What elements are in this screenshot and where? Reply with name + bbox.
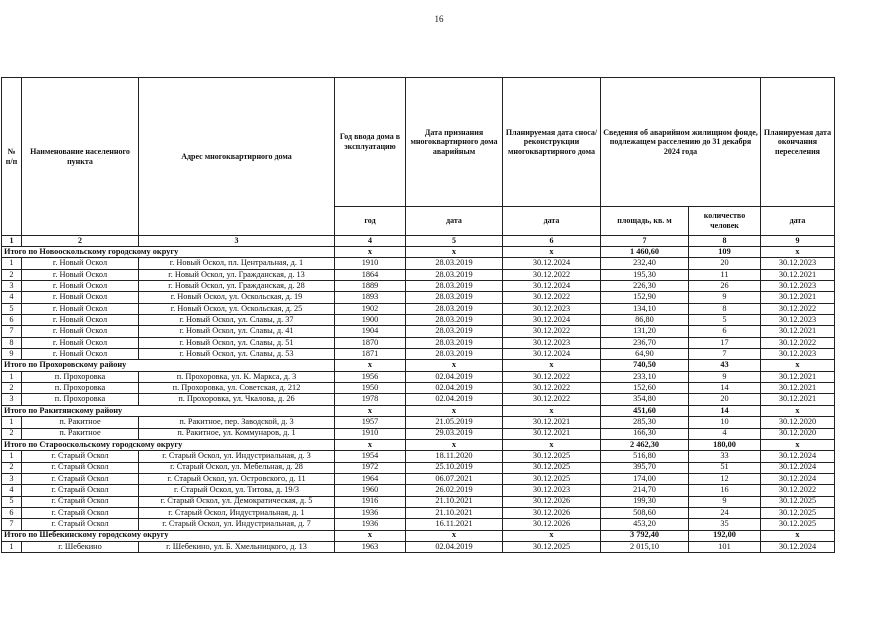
- subtotal-area: 3 792,40: [601, 530, 689, 541]
- subtotal-area: 2 462,30: [601, 439, 689, 450]
- subtotal-planned-demolition: x: [503, 405, 601, 416]
- area: 64,90: [601, 349, 689, 360]
- recognition-date: 28.03.2019: [406, 258, 503, 269]
- address: г. Новый Оскол, ул. Оскольская, д. 25: [139, 303, 335, 314]
- subtotal-row: [2, 360, 835, 371]
- planned-end-date: 30.12.2024: [761, 541, 835, 552]
- table-row: [2, 473, 835, 484]
- subtotal-year: x: [335, 405, 406, 416]
- subtotal-row: [2, 530, 835, 541]
- header-emergency-info: Сведения об аварийном жилищном фонде, подлежащем расселению до 31 декабря 2024 года: [601, 78, 761, 207]
- planned-end-date: 30.12.2024: [761, 462, 835, 473]
- address: г. Новый Оскол, ул. Славы, д. 41: [139, 326, 335, 337]
- row-number: 1: [2, 451, 22, 462]
- year-built: 1936: [335, 507, 406, 518]
- subtotal-year: x: [335, 247, 406, 258]
- subtotal-label: Итого по Прохоровскому району: [2, 360, 335, 371]
- planned-end-date: 30.12.2022: [761, 303, 835, 314]
- table-row: [2, 462, 835, 473]
- row-number: 2: [2, 462, 22, 473]
- header-planned-demolition: Планируемая дата сноса/ реконструкции многоквартирного дома: [503, 78, 601, 207]
- area: 86,80: [601, 315, 689, 326]
- planned-demolition-date: 30.12.2025: [503, 541, 601, 552]
- planned-end-date: 30.12.2023: [761, 349, 835, 360]
- subtotal-year: x: [335, 530, 406, 541]
- locality: г. Старый Оскол: [22, 462, 139, 473]
- column-number-row: [2, 236, 835, 247]
- area: 508,60: [601, 507, 689, 518]
- table-row: [2, 349, 835, 360]
- row-number: 9: [2, 349, 22, 360]
- planned-demolition-date: 30.12.2022: [503, 269, 601, 280]
- planned-end-date: 30.12.2021: [761, 292, 835, 303]
- year-built: 1972: [335, 462, 406, 473]
- column-number: 3: [139, 236, 335, 247]
- planned-demolition-date: 30.12.2024: [503, 258, 601, 269]
- planned-end-date: 30.12.2023: [761, 281, 835, 292]
- planned-demolition-date: 30.12.2023: [503, 485, 601, 496]
- locality: п. Прохоровка: [22, 371, 139, 382]
- table-row: [2, 269, 835, 280]
- area: 152,60: [601, 383, 689, 394]
- planned-end-date: 30.12.2021: [761, 269, 835, 280]
- row-number: 1: [2, 258, 22, 269]
- locality: г. Новый Оскол: [22, 326, 139, 337]
- planned-end-date: 30.12.2021: [761, 371, 835, 382]
- people-count: 12: [689, 473, 761, 484]
- planned-demolition-date: 30.12.2026: [503, 519, 601, 530]
- locality: г. Новый Оскол: [22, 281, 139, 292]
- planned-end-date: 30.12.2025: [761, 496, 835, 507]
- subtotal-people: 14: [689, 405, 761, 416]
- year-built: 1954: [335, 451, 406, 462]
- subtotal-planned-end: x: [761, 247, 835, 258]
- year-built: 1910: [335, 428, 406, 439]
- recognition-date: 21.10.2021: [406, 507, 503, 518]
- subtotal-year: x: [335, 439, 406, 450]
- area: 453,20: [601, 519, 689, 530]
- address: г. Старый Оскол, ул. Титова, д. 19/3: [139, 485, 335, 496]
- subtotal-row: [2, 405, 835, 416]
- recognition-date: 21.05.2019: [406, 417, 503, 428]
- recognition-date: 28.03.2019: [406, 337, 503, 348]
- address: г. Новый Оскол, ул. Гражданская, д. 28: [139, 281, 335, 292]
- row-number: 2: [2, 428, 22, 439]
- planned-demolition-date: 30.12.2022: [503, 383, 601, 394]
- table-row: [2, 383, 835, 394]
- column-number: 9: [761, 236, 835, 247]
- year-built: 1960: [335, 485, 406, 496]
- address: г. Новый Оскол, пл. Центральная, д. 1: [139, 258, 335, 269]
- address: г. Новый Оскол, ул. Славы, д. 51: [139, 337, 335, 348]
- address: г. Старый Оскол, ул. Индустриальная, д. 3: [139, 451, 335, 462]
- locality: г. Новый Оскол: [22, 315, 139, 326]
- recognition-date: 28.03.2019: [406, 326, 503, 337]
- address: п. Прохоровка, ул. Чкалова, д. 26: [139, 394, 335, 405]
- recognition-date: 02.04.2019: [406, 541, 503, 552]
- subtotal-area: 451,60: [601, 405, 689, 416]
- year-built: 1957: [335, 417, 406, 428]
- planned-demolition-date: 30.12.2021: [503, 428, 601, 439]
- table-row: [2, 451, 835, 462]
- header-recognition-date: Дата признания многоквартирного дома аварийным: [406, 78, 503, 207]
- subtotal-planned-end: x: [761, 360, 835, 371]
- subtotal-planned-demolition: x: [503, 530, 601, 541]
- address: г. Новый Оскол, ул. Славы, д. 53: [139, 349, 335, 360]
- planned-end-date: 30.12.2020: [761, 417, 835, 428]
- row-number: 5: [2, 496, 22, 507]
- row-number: 5: [2, 303, 22, 314]
- people-count: 5: [689, 315, 761, 326]
- unit-area: площадь, кв. м: [601, 207, 689, 236]
- subtotal-planned-demolition: x: [503, 360, 601, 371]
- locality: г. Старый Оскол: [22, 507, 139, 518]
- locality: г. Старый Оскол: [22, 519, 139, 530]
- subtotal-people: 192,00: [689, 530, 761, 541]
- people-count: 9: [689, 496, 761, 507]
- people-count: 33: [689, 451, 761, 462]
- table-row: [2, 337, 835, 348]
- recognition-date: 26.02.2019: [406, 485, 503, 496]
- year-built: 1964: [335, 473, 406, 484]
- subtotal-area: 1 460,60: [601, 247, 689, 258]
- area: 233,10: [601, 371, 689, 382]
- locality: г. Старый Оскол: [22, 451, 139, 462]
- subtotal-year: x: [335, 360, 406, 371]
- planned-end-date: 30.12.2023: [761, 258, 835, 269]
- people-count: 6: [689, 326, 761, 337]
- people-count: 16: [689, 485, 761, 496]
- row-number: 2: [2, 269, 22, 280]
- unit-date: дата: [406, 207, 503, 236]
- planned-demolition-date: 30.12.2025: [503, 451, 601, 462]
- year-built: 1978: [335, 394, 406, 405]
- row-number: 1: [2, 417, 22, 428]
- locality: г. Новый Оскол: [22, 292, 139, 303]
- planned-demolition-date: 30.12.2024: [503, 281, 601, 292]
- year-built: 1900: [335, 315, 406, 326]
- planned-end-date: 30.12.2022: [761, 485, 835, 496]
- recognition-date: 28.03.2019: [406, 281, 503, 292]
- locality: г. Новый Оскол: [22, 337, 139, 348]
- locality: п. Прохоровка: [22, 394, 139, 405]
- column-number: 8: [689, 236, 761, 247]
- planned-demolition-date: 30.12.2023: [503, 303, 601, 314]
- recognition-date: 18.11.2020: [406, 451, 503, 462]
- year-built: 1864: [335, 269, 406, 280]
- table-row: [2, 371, 835, 382]
- area: 232,40: [601, 258, 689, 269]
- planned-demolition-date: 30.12.2023: [503, 337, 601, 348]
- locality: г. Старый Оскол: [22, 473, 139, 484]
- recognition-date: 02.04.2019: [406, 383, 503, 394]
- locality: г. Новый Оскол: [22, 258, 139, 269]
- subtotal-label: Итого по Ракитянскому району: [2, 405, 335, 416]
- address: г. Новый Оскол, ул. Гражданская, д. 13: [139, 269, 335, 280]
- people-count: 20: [689, 394, 761, 405]
- area: 195,30: [601, 269, 689, 280]
- subtotal-planned-end: x: [761, 405, 835, 416]
- column-number: 4: [335, 236, 406, 247]
- table-row: [2, 496, 835, 507]
- table-row: [2, 292, 835, 303]
- column-number: 7: [601, 236, 689, 247]
- unit-date: дата: [761, 207, 835, 236]
- subtotal-people: 109: [689, 247, 761, 258]
- planned-end-date: 30.12.2024: [761, 473, 835, 484]
- subtotal-planned-end: x: [761, 439, 835, 450]
- table-row: [2, 326, 835, 337]
- area: 174,00: [601, 473, 689, 484]
- row-number: 8: [2, 337, 22, 348]
- people-count: 20: [689, 258, 761, 269]
- subtotal-label: Итого по Новооскольскому городскому округу: [2, 247, 335, 258]
- planned-demolition-date: 30.12.2022: [503, 394, 601, 405]
- table-row: [2, 507, 835, 518]
- recognition-date: 28.03.2019: [406, 315, 503, 326]
- address: г. Старый Оскол, Индустриальная, д. 1: [139, 507, 335, 518]
- planned-end-date: 30.12.2021: [761, 394, 835, 405]
- row-number: 4: [2, 292, 22, 303]
- subtotal-planned-end: x: [761, 530, 835, 541]
- area: 285,30: [601, 417, 689, 428]
- address: п. Прохоровка, ул. Советская, д. 212: [139, 383, 335, 394]
- area: 226,30: [601, 281, 689, 292]
- recognition-date: 29.03.2019: [406, 428, 503, 439]
- address: г. Старый Оскол, ул. Демократическая, д. 5: [139, 496, 335, 507]
- people-count: 24: [689, 507, 761, 518]
- subtotal-people: 43: [689, 360, 761, 371]
- year-built: 1902: [335, 303, 406, 314]
- row-number: 3: [2, 281, 22, 292]
- locality: г. Старый Оскол: [22, 496, 139, 507]
- area: 2 015,10: [601, 541, 689, 552]
- unit-year: год: [335, 207, 406, 236]
- header-num: № п/п: [2, 78, 22, 236]
- planned-demolition-date: 30.12.2026: [503, 496, 601, 507]
- address: г. Старый Оскол, ул. Мебельная, д. 28: [139, 462, 335, 473]
- locality: г. Новый Оскол: [22, 269, 139, 280]
- table-body: [2, 247, 835, 553]
- year-built: 1871: [335, 349, 406, 360]
- table-row: [2, 485, 835, 496]
- table-row: [2, 541, 835, 552]
- people-count: 4: [689, 428, 761, 439]
- subtotal-area: 740,50: [601, 360, 689, 371]
- subtotal-label: Итого по Старооскольскому городскому округу: [2, 439, 335, 450]
- column-number: 5: [406, 236, 503, 247]
- area: 131,20: [601, 326, 689, 337]
- row-number: 3: [2, 394, 22, 405]
- address: г. Новый Оскол, ул. Оскольская, д. 19: [139, 292, 335, 303]
- people-count: 9: [689, 292, 761, 303]
- area: 395,70: [601, 462, 689, 473]
- recognition-date: 02.04.2019: [406, 371, 503, 382]
- subtotal-planned-demolition: x: [503, 247, 601, 258]
- planned-end-date: 30.12.2025: [761, 519, 835, 530]
- planned-end-date: 30.12.2024: [761, 451, 835, 462]
- people-count: 101: [689, 541, 761, 552]
- planned-end-date: 30.12.2025: [761, 507, 835, 518]
- address: г. Шебекино, ул. Б. Хмельницкого, д. 13: [139, 541, 335, 552]
- planned-end-date: 30.12.2023: [761, 315, 835, 326]
- year-built: 1956: [335, 371, 406, 382]
- planned-end-date: 30.12.2022: [761, 337, 835, 348]
- recognition-date: 02.04.2019: [406, 394, 503, 405]
- planned-end-date: 30.12.2021: [761, 326, 835, 337]
- area: 166,30: [601, 428, 689, 439]
- people-count: 10: [689, 417, 761, 428]
- recognition-date: 28.03.2019: [406, 292, 503, 303]
- emergency-housing-table: [1, 77, 835, 553]
- header-address: Адрес многоквартирного дома: [139, 78, 335, 236]
- year-built: 1963: [335, 541, 406, 552]
- recognition-date: 28.03.2019: [406, 349, 503, 360]
- subtotal-row: [2, 439, 835, 450]
- subtotal-recognition-date: x: [406, 247, 503, 258]
- table-row: [2, 519, 835, 530]
- recognition-date: 06.07.2021: [406, 473, 503, 484]
- people-count: 7: [689, 349, 761, 360]
- row-number: 7: [2, 519, 22, 530]
- unit-people: количество человек: [689, 207, 761, 236]
- row-number: 2: [2, 383, 22, 394]
- recognition-date: 28.03.2019: [406, 303, 503, 314]
- column-number: 6: [503, 236, 601, 247]
- address: г. Старый Оскол, ул. Индустриальная, д. 7: [139, 519, 335, 530]
- planned-demolition-date: 30.12.2026: [503, 507, 601, 518]
- people-count: 51: [689, 462, 761, 473]
- planned-demolition-date: 30.12.2022: [503, 326, 601, 337]
- recognition-date: 25.10.2019: [406, 462, 503, 473]
- row-number: 4: [2, 485, 22, 496]
- people-count: 17: [689, 337, 761, 348]
- row-number: 1: [2, 371, 22, 382]
- unit-date: дата: [503, 207, 601, 236]
- row-number: 7: [2, 326, 22, 337]
- locality: п. Прохоровка: [22, 383, 139, 394]
- subtotal-planned-demolition: x: [503, 439, 601, 450]
- header-planned-end: Планируемая дата окончания переселения: [761, 78, 835, 207]
- subtotal-recognition-date: x: [406, 405, 503, 416]
- locality: г. Новый Оскол: [22, 303, 139, 314]
- recognition-date: 28.03.2019: [406, 269, 503, 280]
- locality: п. Ракитное: [22, 428, 139, 439]
- people-count: 26: [689, 281, 761, 292]
- page-number: 16: [434, 14, 444, 24]
- subtotal-recognition-date: x: [406, 530, 503, 541]
- year-built: 1936: [335, 519, 406, 530]
- address: п. Ракитное, ул. Коммунаров, д. 1: [139, 428, 335, 439]
- people-count: 14: [689, 383, 761, 394]
- header-locality: Наименование населенного пункта: [22, 78, 139, 236]
- area: 516,80: [601, 451, 689, 462]
- subtotal-label: Итого по Шебекинскому городскому округу: [2, 530, 335, 541]
- locality: г. Шебекино: [22, 541, 139, 552]
- people-count: 35: [689, 519, 761, 530]
- planned-demolition-date: 30.12.2025: [503, 462, 601, 473]
- column-number: 2: [22, 236, 139, 247]
- table-row: [2, 281, 835, 292]
- year-built: 1870: [335, 337, 406, 348]
- row-number: 1: [2, 541, 22, 552]
- table-row: [2, 428, 835, 439]
- locality: г. Новый Оскол: [22, 349, 139, 360]
- address: п. Ракитное, пер. Заводской, д. 3: [139, 417, 335, 428]
- row-number: 6: [2, 507, 22, 518]
- planned-demolition-date: 30.12.2025: [503, 473, 601, 484]
- people-count: 11: [689, 269, 761, 280]
- row-number: 3: [2, 473, 22, 484]
- year-built: 1910: [335, 258, 406, 269]
- planned-demolition-date: 30.12.2022: [503, 292, 601, 303]
- table-row: [2, 315, 835, 326]
- year-built: 1889: [335, 281, 406, 292]
- planned-end-date: 30.12.2020: [761, 428, 835, 439]
- year-built: 1950: [335, 383, 406, 394]
- year-built: 1916: [335, 496, 406, 507]
- people-count: 8: [689, 303, 761, 314]
- planned-demolition-date: 30.12.2024: [503, 315, 601, 326]
- planned-demolition-date: 30.12.2022: [503, 371, 601, 382]
- address: г. Старый Оскол, ул. Островского, д. 11: [139, 473, 335, 484]
- locality: п. Ракитное: [22, 417, 139, 428]
- subtotal-recognition-date: x: [406, 439, 503, 450]
- address: п. Прохоровка, ул. К. Маркса, д. 3: [139, 371, 335, 382]
- table-row: [2, 417, 835, 428]
- locality: г. Старый Оскол: [22, 485, 139, 496]
- recognition-date: 16.11.2021: [406, 519, 503, 530]
- table-row: [2, 258, 835, 269]
- people-count: 9: [689, 371, 761, 382]
- subtotal-row: [2, 247, 835, 258]
- area: 199,30: [601, 496, 689, 507]
- address: г. Новый Оскол, ул. Славы, д. 37: [139, 315, 335, 326]
- area: 354,80: [601, 394, 689, 405]
- column-number: 1: [2, 236, 22, 247]
- planned-end-date: 30.12.2021: [761, 383, 835, 394]
- planned-demolition-date: 30.12.2021: [503, 417, 601, 428]
- table-row: [2, 394, 835, 405]
- year-built: 1893: [335, 292, 406, 303]
- recognition-date: 21.10.2021: [406, 496, 503, 507]
- planned-demolition-date: 30.12.2024: [503, 349, 601, 360]
- area: 214,70: [601, 485, 689, 496]
- subtotal-people: 180,00: [689, 439, 761, 450]
- area: 236,70: [601, 337, 689, 348]
- area: 152,90: [601, 292, 689, 303]
- year-built: 1904: [335, 326, 406, 337]
- area: 134,10: [601, 303, 689, 314]
- table-row: [2, 303, 835, 314]
- row-number: 6: [2, 315, 22, 326]
- header-year-built: Год ввода дома в эксплуатацию: [335, 78, 406, 207]
- subtotal-recognition-date: x: [406, 360, 503, 371]
